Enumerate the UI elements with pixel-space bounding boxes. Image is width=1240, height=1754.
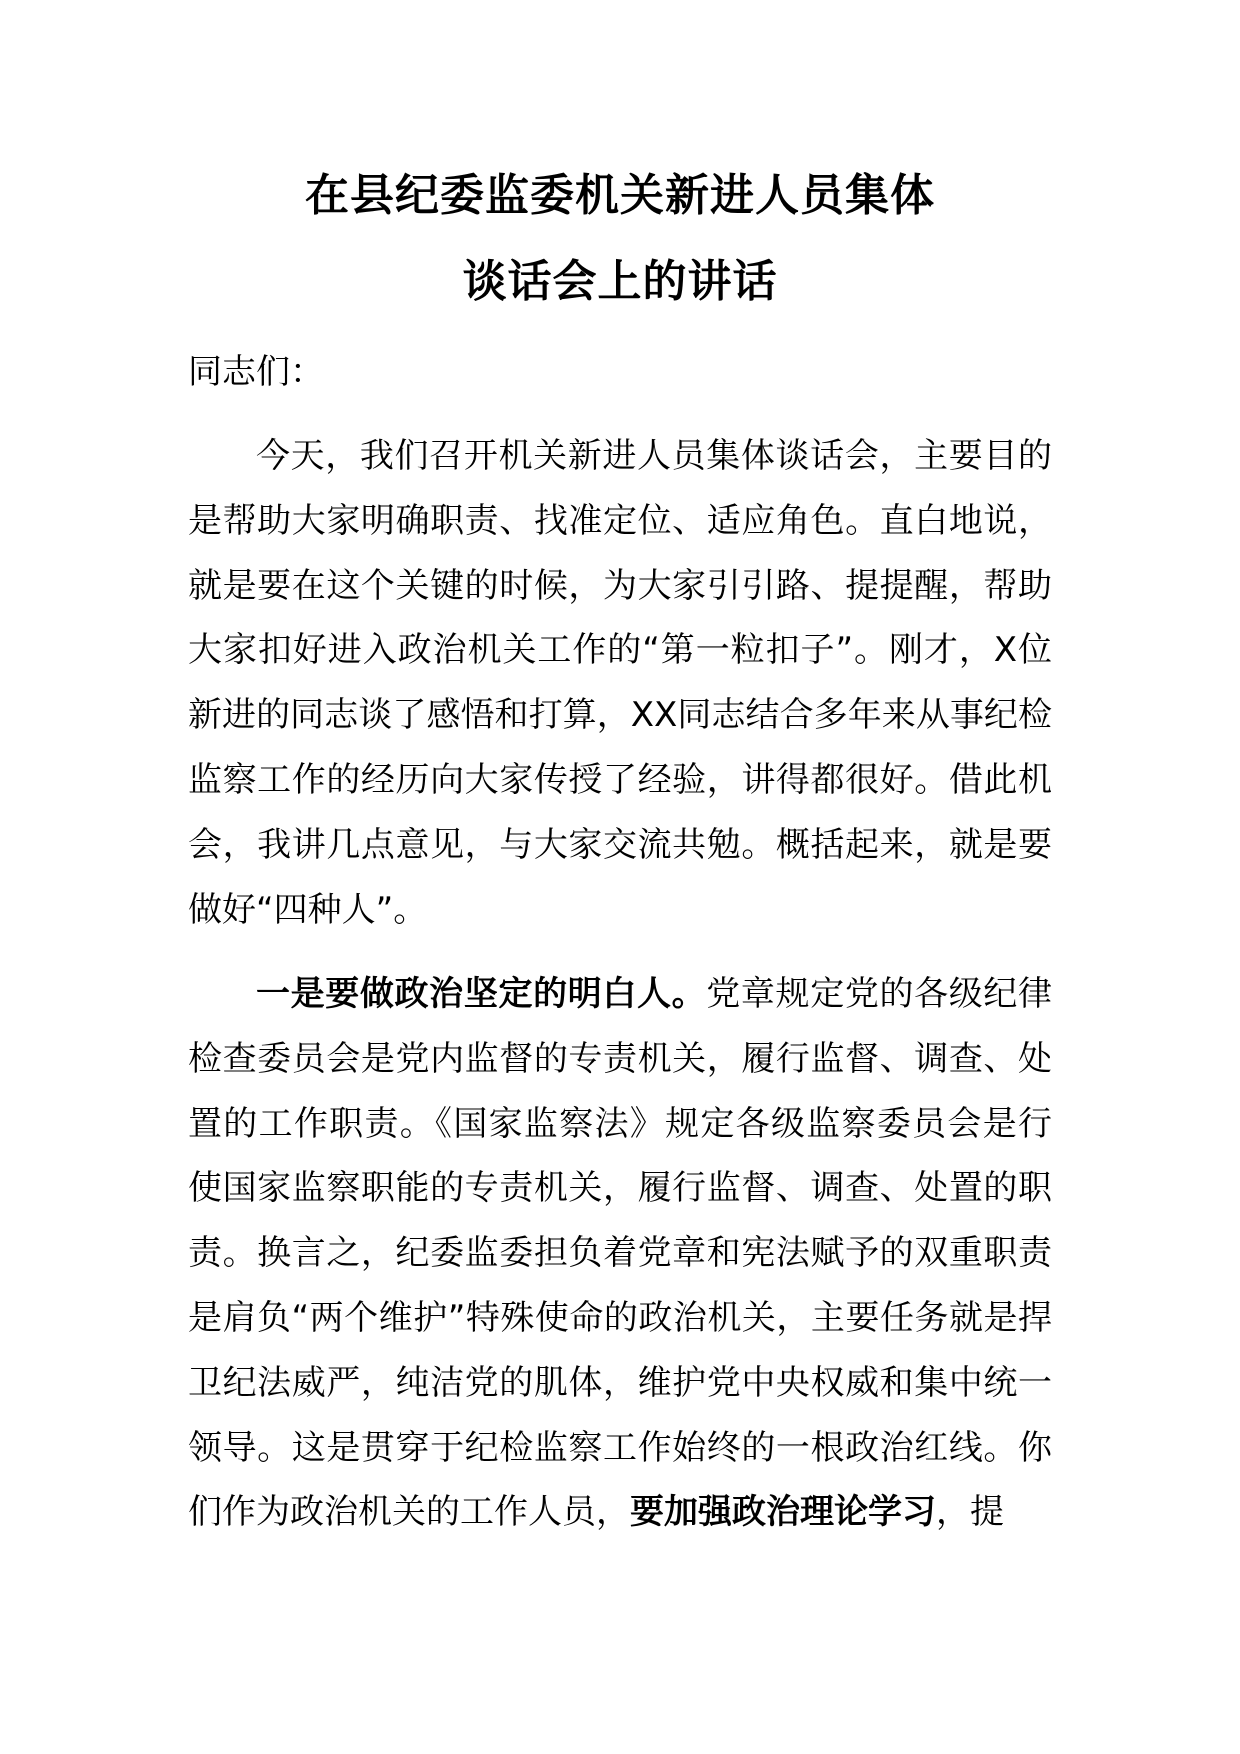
salutation: 同志们： <box>188 352 324 392</box>
paragraph-2-heading: 一是要做政治坚定的明白人。 <box>256 974 707 1014</box>
paragraph-1: 今天，我们召开机关新进人员集体谈话会，主要目的是帮助大家明确职责、找准定位、适应角色。直白地说，就是要在这个关键的时候，为大家引引路、提提醒，帮助大家扣好进入政治机关工作的“第一粒扣子”。刚才，X位新进的同志谈了感悟和打算，XX同志结合多年来从事纪检监察工作的经历向大家传授了经验，讲得都很好。借此机会，我讲几点意见，与大家交流共勉。概括起来，就是要做好“四种人”。 <box>188 436 1052 930</box>
document-title-line-2: 谈话会上的讲话 <box>462 256 778 307</box>
paragraph-2 <box>188 962 1052 1545</box>
document-title-line-1: 在县纪委监委机关新进人员集体 <box>305 170 935 221</box>
paragraph-2-emphasis: 要加强政治理论学习 <box>630 1492 936 1533</box>
paragraph-2-text: 党章规定党的各级纪律检查委员会是党内监督的专责机关，履行监督、调查、处置的工作职责。《国家监察法》规定各级监察委员会是行使国家监察职能的专责机关，履行监督、调查、处置的职责。换言之，纪委监委担负着党章和宪法赋予的双重职责是肩负“两个维护”特殊使命的政治机关，主要任务就是捍卫纪法威严，纯洁党的肌体，维护党中央权威和集中统一领导。这是贯穿于纪检监察工作始终的一根政治红线。你们作为政治机关的工作人员， <box>188 974 1053 1533</box>
paragraph-2-text-continued: ，提 <box>936 1492 1004 1533</box>
